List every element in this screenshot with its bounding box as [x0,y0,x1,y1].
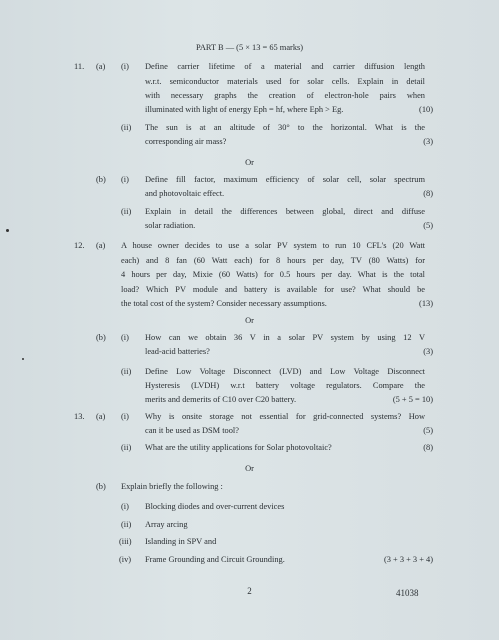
part-b-header: PART B — (5 × 13 = 65 marks) [195,43,304,52]
q11-b-ii-line: solar radiation. [145,221,196,230]
q11-a-i-line: Define carrier lifetime of a material and carrier diffusion length [145,62,425,71]
q11-b-i-label: (i) [121,175,129,184]
q13-b-item-label: (ii) [121,520,132,529]
q12-b-ii-line: merits and demerits of C10 over C20 battery. [145,395,297,404]
q13-a-ii-marks: (8) [423,443,433,452]
q11-number: 11. [74,62,85,71]
q13-a-ii-line: What are the utility applications for Solar photovoltaic? [145,443,332,452]
q11-a-i-label: (i) [121,62,129,71]
q11-b-i-marks: (8) [423,189,433,198]
q13-b-item-text: Blocking diodes and over-current devices [145,502,285,511]
q12-b-i-line: How can we obtain 36 V in a solar PV system by using 12 V [145,333,425,342]
q13-b-item-text: Islanding in SPV and [145,537,217,546]
q12-b-i-marks: (3) [423,347,433,356]
q13-b-item-label: (iii) [119,537,132,546]
q13-a-ii-label: (ii) [121,443,132,452]
q12-a-line: the total cost of the system? Consider necessary assumptions. [121,299,327,308]
q11-or: Or [245,158,254,167]
q11-b-ii-line: Explain in detail the differences between global, direct and diffuse [145,207,425,216]
q13-a-i-line: can it be used as DSM tool? [145,426,239,435]
q11-a-ii-line: corresponding air mass? [145,137,227,146]
q12-a-line: A house owner decides to use a solar PV system to run 10 CFL's (20 Watt [121,241,425,250]
q13-b-item-text: Frame Grounding and Circuit Grounding. [145,555,285,564]
q13-number: 13. [74,412,85,421]
q11-a-i-line: illuminated with light of energy Eph = hf, where Eph > Eg. [145,105,344,114]
q12-b-ii-marks: (5 + 5 = 10) [392,395,433,404]
paper-code: 41038 [396,588,419,598]
q11-a-i-line: w.r.t. semiconductor materials used for solar cells. Explain in detail [145,77,425,86]
q12-number: 12. [74,241,85,250]
q13-a-i-line: Why is onsite storage not essential for grid-connected systems? How [145,412,425,421]
q12-a-label: (a) [96,241,106,250]
q11-b-ii-marks: (5) [423,221,433,230]
q13-b-marks: (3 + 3 + 3 + 4) [383,555,433,564]
q11-b-label: (b) [96,175,106,184]
q12-a-line: each) and 8 fan (60 Watt each) for 8 hours per day, TV (80 Watts) for [121,256,425,265]
q12-b-ii-line: Define Low Voltage Disconnect (LVD) and Low Voltage Disconnect [145,367,425,376]
page-number: 2 [247,586,252,596]
q11-a-ii-marks: (3) [423,137,433,146]
q13-a-i-label: (i) [121,412,129,421]
q12-a-line: 4 hours per day, Mixie (60 Watts) for 0.5 hours per day. What is the total [121,270,425,279]
q13-b-item-label: (iv) [119,555,132,564]
q11-a-ii-label: (ii) [121,123,132,132]
q12-or: Or [245,316,254,325]
q13-b-item-label: (i) [121,502,129,511]
q12-b-i-line: lead-acid batteries? [145,347,210,356]
q12-a-line: load? Which PV module and battery is available for use? What should be [121,285,425,294]
scan-speck [6,229,9,232]
q12-a-marks: (13) [419,299,433,308]
q11-b-i-line: Define fill factor, maximum efficiency of solar cell, solar spectrum [145,175,425,184]
q11-a-label: (a) [96,62,106,71]
q13-b-label: (b) [96,482,106,491]
q13-or: Or [245,464,254,473]
q11-b-i-line: and photovoltaic effect. [145,189,225,198]
q13-b-item-text: Array arcing [145,520,188,529]
q13-a-i-marks: (5) [423,426,433,435]
q12-b-ii-line: Hysteresis (LVDH) w.r.t battery voltage regulators. Compare the [145,381,425,390]
q11-a-i-marks: (10) [419,105,433,114]
q12-b-i-label: (i) [121,333,129,342]
q13-b-intro: Explain briefly the following : [121,482,223,491]
q11-b-ii-label: (ii) [121,207,132,216]
scan-speck [22,358,24,360]
q13-a-label: (a) [96,412,106,421]
q11-a-i-line: with necessary graphs the creation of electron-hole pairs when [145,91,425,100]
q11-a-ii-line: The sun is at an altitude of 30° to the horizontal. What is the [145,123,425,132]
q12-b-ii-label: (ii) [121,367,132,376]
q12-b-label: (b) [96,333,106,342]
